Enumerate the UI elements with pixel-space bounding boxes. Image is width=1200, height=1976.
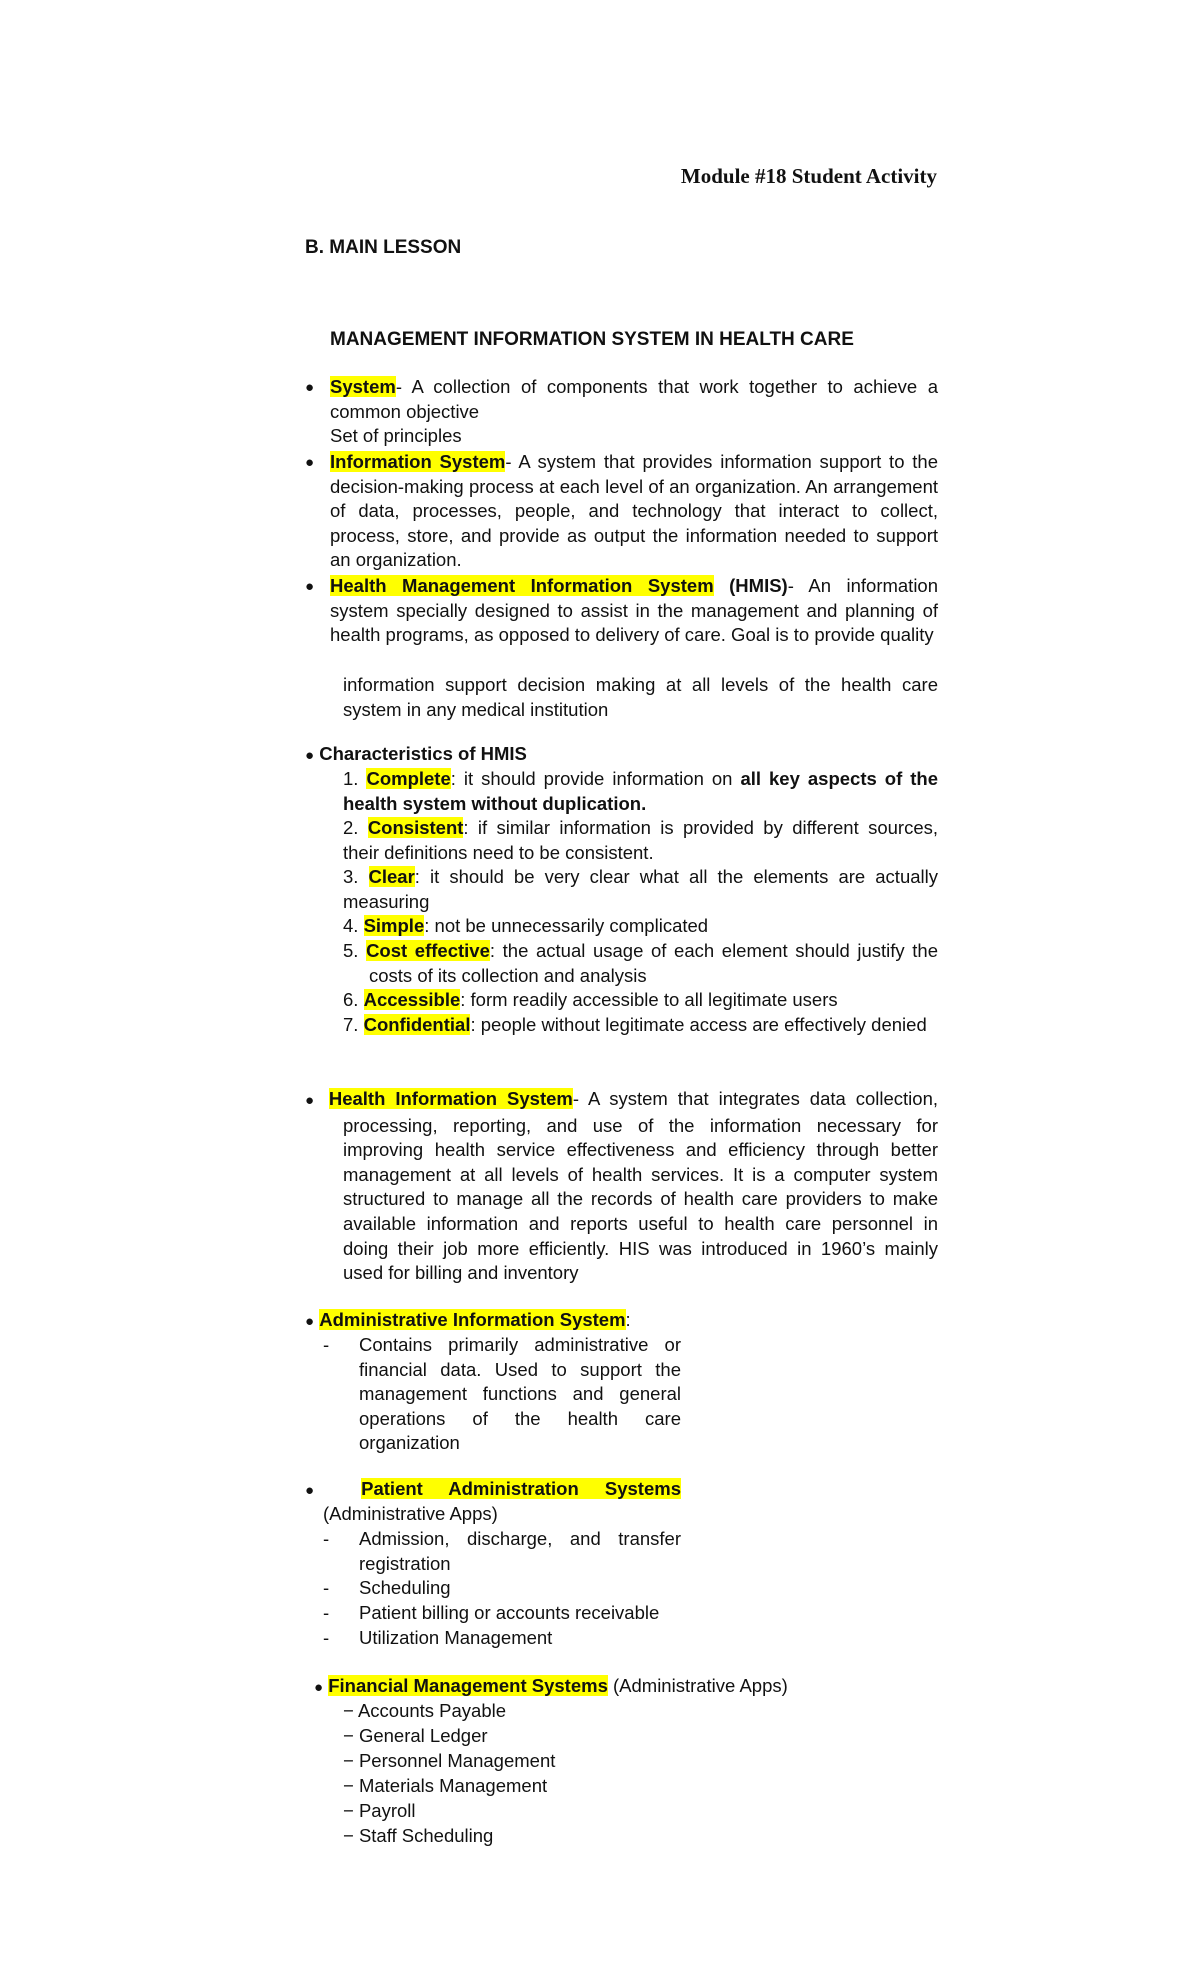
term-hmis: Health Management Information System [330, 575, 714, 596]
pas-subtitle: (Administrative Apps) [323, 1503, 498, 1524]
term-ais: Administrative Information System [319, 1309, 626, 1330]
bullet-icon: ● [305, 578, 315, 595]
dash-icon: - [323, 1602, 330, 1623]
bullet-icon: ● [305, 1482, 336, 1499]
term-pas: Patient Administration Systems [361, 1478, 681, 1499]
dash-icon: − [343, 1725, 354, 1746]
characteristic-item: 3. Clear: it should be very clear what all the elements are actually measuring [343, 866, 938, 912]
characteristic-term: Confidential [363, 1014, 471, 1035]
definition-text: - A system that integrates data collection, processing, reporting, and use of the information necessary for improving health service effectiveness and efficiency through better management at all levels of health services. It is a computer system structured to manage all the records of health care providers to make available information and reports useful to health care personnel in doing their job more efficiently. HIS was introduced in 1960’s mainly used for billing and inventory [343, 1088, 939, 1284]
bullet-icon: ● [305, 1313, 315, 1330]
characteristics-heading: ● Characteristics of HMIS [305, 743, 527, 764]
characteristic-term: Consistent [367, 817, 464, 838]
characteristic-item: 6. Accessible: form readily accessible to all legitimate users [343, 989, 838, 1010]
section-label: B. MAIN LESSON [305, 237, 462, 258]
definition-ais: ● Administrative Information System: [305, 1309, 631, 1330]
list-item: − Accounts Payable [343, 1700, 507, 1721]
characteristic-item: 1. Complete: it should provide information on all key aspects of the health system without duplication. [343, 768, 938, 814]
dash-icon: − [343, 1825, 354, 1846]
list-item: − Materials Management [343, 1775, 548, 1796]
list-item: − Payroll [343, 1800, 416, 1821]
page-title: MANAGEMENT INFORMATION SYSTEM IN HEALTH CARE [330, 329, 854, 350]
characteristic-item: 5. Cost effective: the actual usage of each element should justify the costs of its collection and analysis [343, 940, 938, 986]
characteristic-item: 4. Simple: not be unnecessarily complicated [343, 915, 709, 936]
bullet-icon: ● [314, 1679, 324, 1696]
definition-hmis-continued: information support decision making at all levels of the health care system in any medical institution [343, 674, 938, 720]
characteristic-term: Simple [363, 915, 425, 936]
bullet-icon: ● [305, 1092, 319, 1109]
term-fms: Financial Management Systems [328, 1675, 608, 1696]
list-item: − Staff Scheduling [343, 1825, 494, 1846]
bullet-icon: ● [305, 379, 315, 396]
list-item: − Personnel Management [343, 1750, 556, 1771]
definition-text: - A system that provides information support to the decision-making process at each level of an organization. An arrangement of data, processes, people, and technology that interact to collect, process, store, and provide as output the information needed to support an organization. [330, 451, 938, 571]
bullet-icon: ● [305, 747, 315, 764]
term-his: Health Information System [328, 1088, 573, 1109]
list-item: - Patient billing or accounts receivable [323, 1601, 681, 1626]
dash-icon: - [323, 1334, 330, 1355]
definition-fms: ● Financial Management Systems (Administrative Apps) [314, 1675, 788, 1696]
dash-icon: − [343, 1750, 354, 1771]
definition-text: - An information system specially designed to assist in the management and planning of health programs, as opposed to delivery of care. Goal is to provide quality [330, 575, 939, 646]
definition-text: - A collection of components that work together to achieve a common objective [330, 376, 938, 422]
dash-icon: − [343, 1700, 354, 1721]
definition-his [305, 1087, 939, 1286]
dash-icon: − [343, 1800, 354, 1821]
dash-icon: - [323, 1528, 330, 1549]
module-title: Module #18 Student Activity [680, 164, 937, 188]
characteristic-item: 2. Consistent: if similar information is provided by different sources, their definitions need to be consistent. [343, 817, 938, 863]
hmis-abbr: (HMIS) [713, 575, 788, 596]
term-system: System [330, 376, 396, 397]
dash-icon: - [323, 1577, 330, 1598]
definition-extra: Set of principles [330, 425, 462, 446]
definition-information-system [330, 450, 938, 573]
list-item: - Scheduling [323, 1576, 681, 1601]
dash-icon: - [323, 1627, 330, 1648]
characteristic-term: Complete [366, 768, 451, 789]
characteristic-term: Clear [368, 866, 415, 887]
characteristic-term: Accessible [363, 989, 461, 1010]
list-item: − General Ledger [343, 1725, 488, 1746]
characteristic-term: Cost effective [366, 940, 490, 961]
dash-icon: − [343, 1775, 354, 1796]
list-item: - Admission, discharge, and transfer registration [323, 1528, 681, 1574]
bullet-icon: ● [305, 454, 315, 471]
term-information-system: Information System [330, 451, 506, 472]
list-item: - Contains primarily administrative or financial data. Used to support the management functions and general operations of the health care organization [323, 1334, 681, 1454]
list-item: - Utilization Management [323, 1626, 681, 1651]
characteristic-item: 7. Confidential: people without legitimate access are effectively denied [343, 1014, 927, 1035]
definition-pas [305, 1477, 681, 1504]
definition-system [330, 375, 938, 424]
definition-hmis [330, 574, 938, 648]
